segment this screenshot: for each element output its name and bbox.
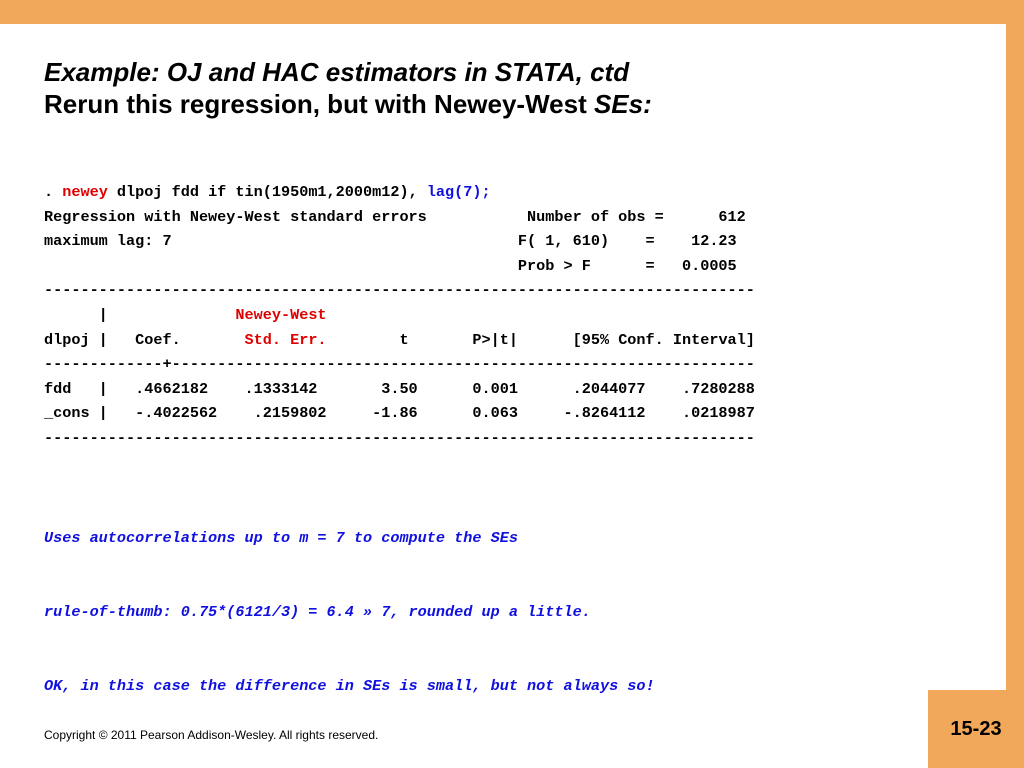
note-line: Uses autocorrelations up to m = 7 to compute the SEs bbox=[44, 529, 518, 548]
newey-west-header: Newey-West bbox=[235, 305, 327, 324]
prob-line: Prob > F = 0.0005 bbox=[44, 256, 737, 275]
title-line-2-italic: SEs: bbox=[593, 89, 652, 119]
table-row-fdd: fdd | .4662182 .1333142 3.50 0.001 .2044077 .7280288 bbox=[44, 379, 755, 398]
top-accent-bar bbox=[0, 0, 1024, 24]
title-line-2-text: Rerun this regression, but with Newey-West bbox=[44, 89, 594, 119]
notes bbox=[44, 477, 655, 723]
regression-header-line: Regression with Newey-West standard errors Number of obs = 612 bbox=[44, 207, 746, 226]
command-line bbox=[44, 183, 491, 201]
table-header-1 bbox=[44, 306, 327, 324]
command-body: dlpoj fdd if tin(1950m1,2000m12), bbox=[107, 183, 427, 201]
command-option: lag(7); bbox=[426, 183, 491, 201]
table-header-2-suffix: t P>|t| [95% Conf. Interval] bbox=[326, 330, 755, 349]
stata-output bbox=[44, 180, 755, 451]
table-rule-bottom: ------------------------------------------------------------------------------ bbox=[44, 428, 755, 447]
title-line-2 bbox=[44, 88, 652, 120]
table-rule-mid: -------------+---------------------------------------------------------------- bbox=[44, 355, 755, 374]
right-accent-bar bbox=[1006, 0, 1024, 768]
table-row-cons: _cons | -.4022562 .2159802 -1.86 0.063 -.8264112 .0218987 bbox=[44, 404, 755, 423]
max-lag-line: maximum lag: 7 F( 1, 610) = 12.23 bbox=[44, 232, 737, 251]
note-line: OK, in this case the difference in SEs is small, but not always so! bbox=[44, 676, 655, 695]
table-header-2-prefix: dlpoj | Coef. bbox=[44, 330, 245, 349]
command-keyword: newey bbox=[62, 183, 108, 201]
page-number: 15-23 bbox=[950, 717, 1002, 740]
table-header-2 bbox=[44, 331, 755, 349]
title-line-1: Example: OJ and HAC estimators in STATA, ctd bbox=[44, 57, 630, 87]
std-err-header: Std. Err. bbox=[244, 330, 327, 349]
note-line: rule-of-thumb: 0.75*(6121/3) = 6.4 » 7, rounded up a little. bbox=[44, 602, 591, 621]
slide-title bbox=[44, 56, 652, 120]
command-prompt: . bbox=[44, 183, 63, 201]
table-rule-top: ------------------------------------------------------------------------------ bbox=[44, 281, 755, 300]
copyright-notice: Copyright © 2011 Pearson Addison-Wesley. All rights reserved. bbox=[44, 728, 379, 742]
table-header-1-prefix: | bbox=[44, 305, 236, 324]
page-number-box bbox=[928, 690, 1024, 768]
